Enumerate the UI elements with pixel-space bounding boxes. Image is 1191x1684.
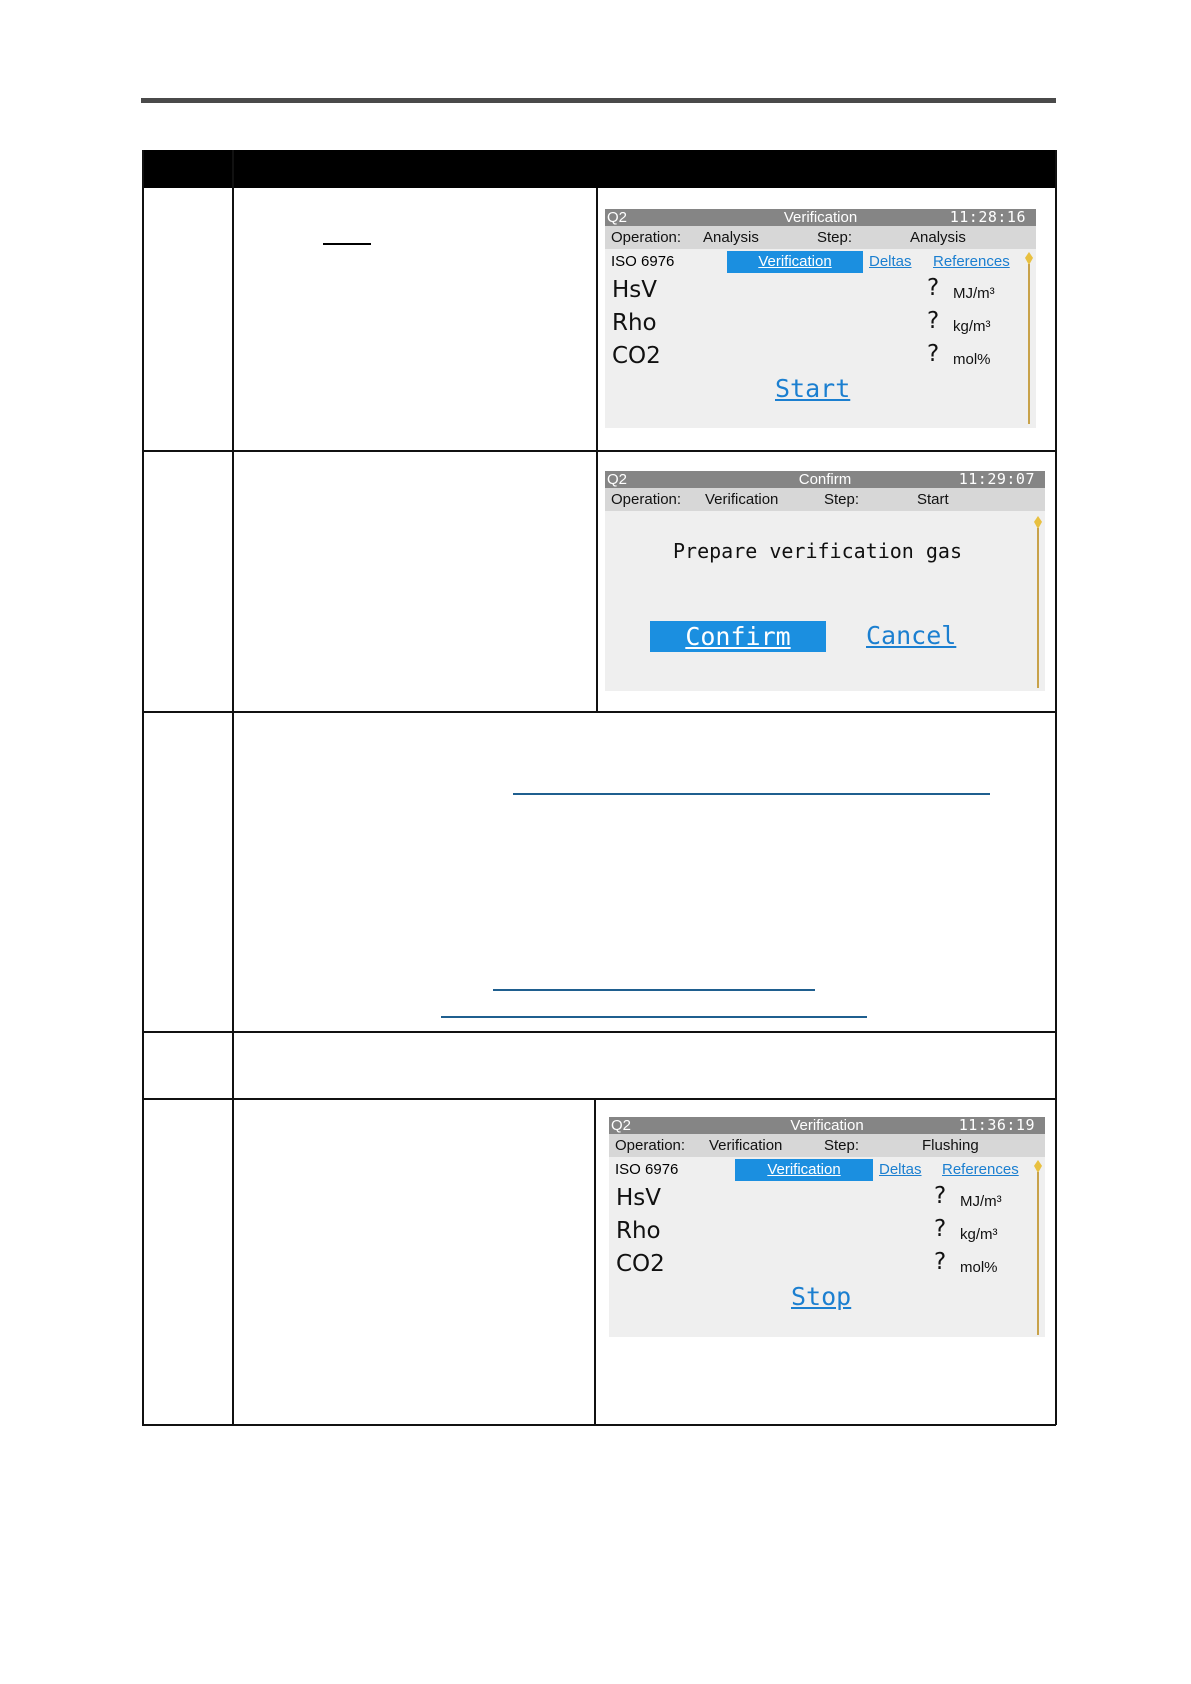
screen-title: Verification: [783, 209, 858, 226]
step-value: Flushing: [922, 1137, 979, 1154]
table-col-divider-1: [232, 150, 234, 1425]
screen-clock: 11:36:19: [958, 1117, 1035, 1134]
underline-mark: [323, 243, 371, 245]
tab-row: [605, 251, 1036, 273]
value-hsv: ?: [927, 275, 940, 301]
table-col-divider-2b: [594, 1099, 596, 1425]
status-bar: [609, 1134, 1045, 1157]
prompt-text: Prepare verification gas: [673, 539, 962, 563]
value-name-co2: CO2: [616, 1251, 665, 1277]
value-hsv: ?: [934, 1183, 947, 1209]
screen-clock: 11:28:16: [949, 209, 1026, 226]
screen-title: Confirm: [798, 471, 852, 488]
status-bar: [605, 226, 1036, 249]
scrollbar[interactable]: [1037, 1172, 1039, 1335]
device-screen-verification-analysis: [605, 209, 1036, 428]
status-bar: [605, 488, 1045, 511]
value-rho: ?: [927, 308, 940, 334]
unit-co2: mol%: [960, 1259, 998, 1276]
tab-row: [609, 1159, 1045, 1181]
step-label: Step:: [824, 491, 860, 508]
table-border-right: [1055, 150, 1057, 1425]
operation-label: Operation:: [611, 491, 682, 508]
tab-deltas[interactable]: Deltas: [879, 1161, 922, 1178]
operation-value: Verification: [709, 1137, 783, 1154]
stop-button[interactable]: Stop: [791, 1282, 852, 1311]
table-border-left: [142, 150, 144, 1425]
table-row-line-5: [142, 1424, 1056, 1426]
tab-verification[interactable]: Verification: [727, 251, 863, 273]
table-header-row: [142, 150, 1056, 188]
operation-label: Operation:: [615, 1137, 686, 1154]
value-name-hsv: HsV: [612, 277, 658, 303]
tab-verification[interactable]: Verification: [735, 1159, 873, 1181]
link-underline[interactable]: [513, 793, 990, 795]
device-name: Q2: [611, 1117, 632, 1134]
scrollbar[interactable]: [1037, 528, 1039, 688]
step-label: Step:: [824, 1137, 860, 1154]
device-screen-verification-flushing: [609, 1117, 1045, 1337]
screen-title-bar: [605, 471, 1045, 488]
unit-hsv: MJ/m³: [960, 1193, 1002, 1210]
device-screen-confirm: [605, 471, 1045, 691]
standard-label: ISO 6976: [611, 253, 675, 270]
page-header-rule: [141, 98, 1056, 103]
value-co2: ?: [927, 341, 940, 367]
screen-clock: 11:29:07: [958, 471, 1035, 488]
unit-co2: mol%: [953, 351, 991, 368]
screen-title-bar: [609, 1117, 1045, 1134]
table-row-line-1: [142, 450, 1056, 452]
value-name-hsv: HsV: [616, 1185, 662, 1211]
device-name: Q2: [607, 471, 628, 488]
value-rho: ?: [934, 1216, 947, 1242]
link-underline[interactable]: [493, 989, 815, 991]
cancel-button[interactable]: Cancel: [866, 621, 957, 650]
start-button[interactable]: Start: [775, 374, 851, 403]
operation-label: Operation:: [611, 229, 682, 246]
value-name-rho: Rho: [616, 1218, 661, 1244]
value-name-rho: Rho: [612, 310, 657, 336]
table-row-line-3: [142, 1031, 1056, 1033]
unit-rho: kg/m³: [953, 318, 991, 335]
step-value: Analysis: [910, 229, 966, 246]
table-row-line-2: [142, 711, 1056, 713]
screen-title: Verification: [790, 1117, 864, 1134]
standard-label: ISO 6976: [615, 1161, 679, 1178]
step-label: Step:: [817, 229, 853, 246]
screen-title-bar: [605, 209, 1036, 226]
scrollbar[interactable]: [1028, 264, 1030, 424]
link-underline[interactable]: [441, 1016, 867, 1018]
unit-rho: kg/m³: [960, 1226, 998, 1243]
value-co2: ?: [934, 1249, 947, 1275]
device-name: Q2: [607, 209, 628, 226]
table-row-line-4: [142, 1098, 1056, 1100]
tab-references[interactable]: References: [933, 253, 1010, 270]
tab-references[interactable]: References: [942, 1161, 1019, 1178]
value-name-co2: CO2: [612, 343, 661, 369]
confirm-button[interactable]: Confirm: [650, 621, 826, 652]
tab-deltas[interactable]: Deltas: [869, 253, 912, 270]
unit-hsv: MJ/m³: [953, 285, 995, 302]
step-value: Start: [917, 491, 949, 508]
operation-value: Analysis: [703, 229, 759, 246]
operation-value: Verification: [705, 491, 779, 508]
